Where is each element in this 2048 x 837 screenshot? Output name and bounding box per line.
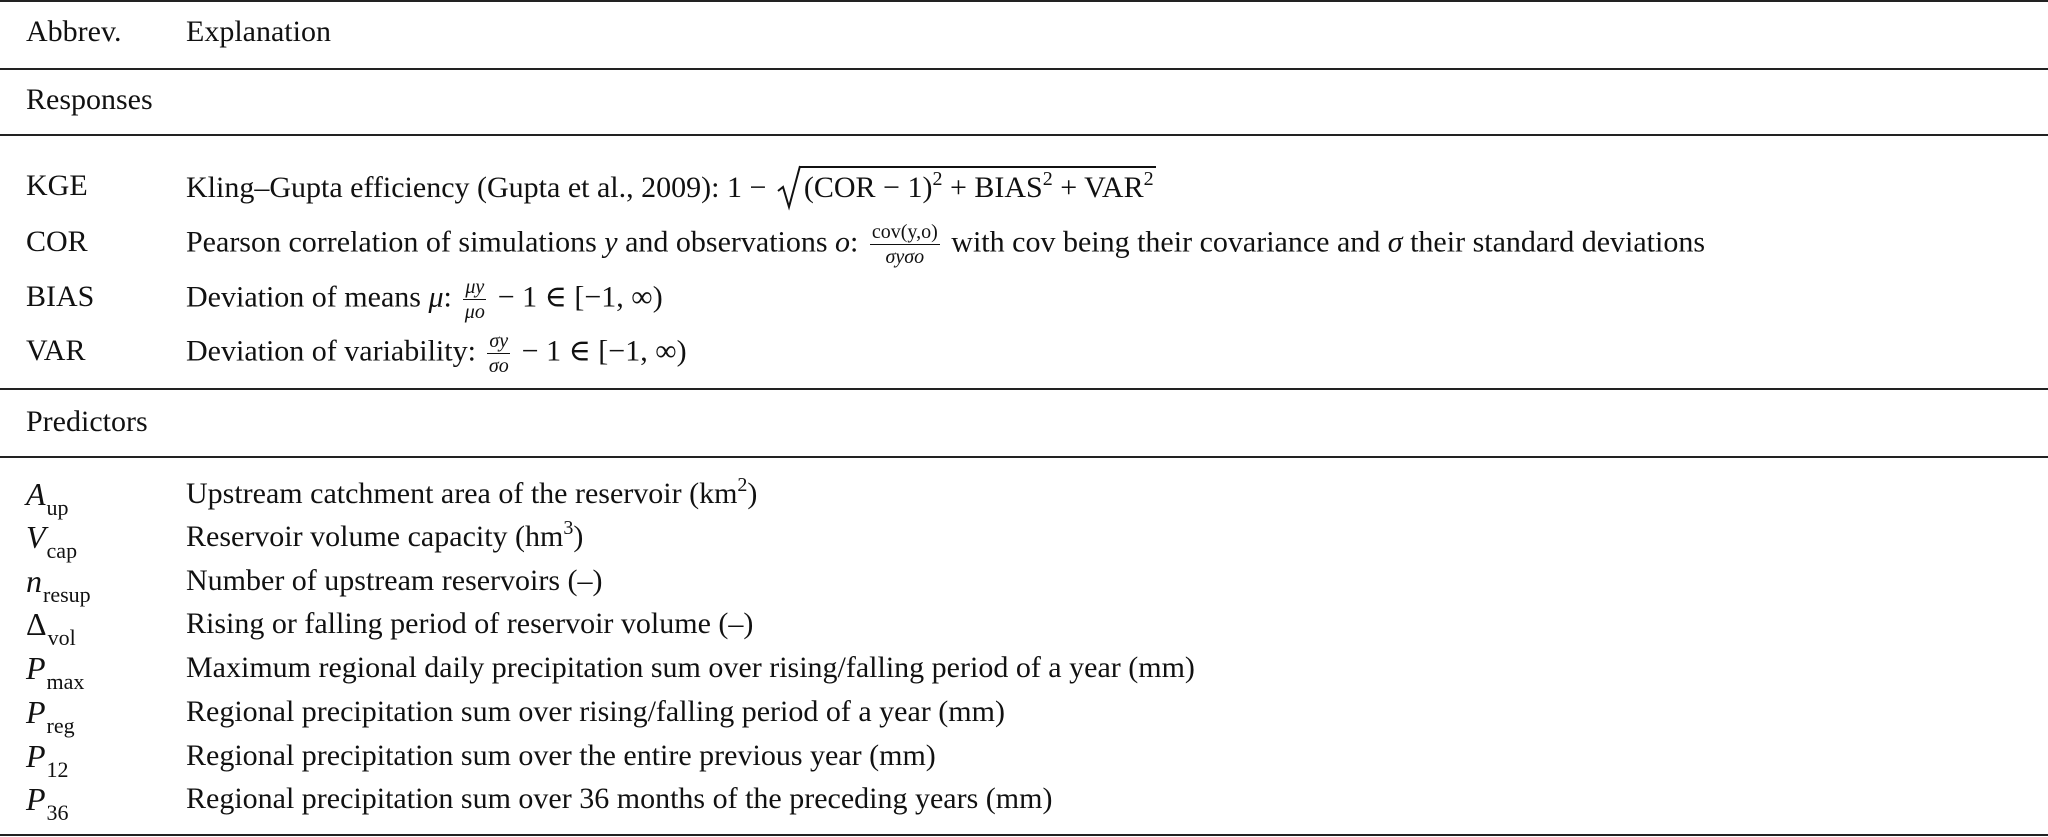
abbrev-kge: KGE: [26, 169, 88, 202]
table-row-bias: [0, 276, 2048, 323]
table-row-predictor: [0, 561, 2048, 607]
section-responses-label: Responses: [26, 83, 153, 116]
predictor-description: Regional precipitation sum over rising/falling period of a year (mm): [186, 695, 1005, 728]
header-abbrev: Abbrev.: [26, 15, 122, 48]
predictor-symbol: $P_{max}$: [26, 650, 85, 694]
responses-section-rule: [0, 134, 2048, 136]
predictor-symbol: $n_{resup}$: [26, 563, 91, 607]
predictor-description: Reservoir volume capacity $(hm^3)$: [186, 517, 584, 553]
explanation-bias: Deviation of means μ: $\frac{\mu y}{\mu o}$ − 1 ∈ [−1, ∞): [186, 276, 663, 323]
predictor-description: Regional precipitation sum over the entire previous year (mm): [186, 739, 936, 772]
sqrt-expression: $(COR - 1)^2 + BIAS^2 + VAR^2$: [776, 166, 1156, 209]
table-row-predictor: [0, 648, 2048, 694]
predictor-symbol: $\Delta_{vol}$: [26, 606, 76, 650]
radical-sign-icon: [776, 165, 802, 211]
table-top-rule: [0, 0, 2048, 2]
predictor-symbol: $P_{12}$: [26, 738, 69, 782]
section-predictors-label: Predictors: [26, 405, 148, 438]
predictor-description: Regional precipitation sum over 36 months of the preceding years (mm): [186, 782, 1053, 815]
fraction-means: $\frac{\mu y}{\mu o}$: [464, 276, 485, 323]
predictor-symbol: $V_{cap}$: [26, 519, 78, 563]
section-predictors: [0, 402, 2048, 442]
table-row-predictor: [0, 517, 2048, 563]
predictors-top-rule: [0, 388, 2048, 390]
abbrev-var: VAR: [26, 334, 86, 367]
predictor-symbol: $A_{up}$: [26, 476, 69, 520]
table-row-kge: [0, 166, 2048, 206]
explanation-cor: Pearson correlation of simulations y and observations o: $\frac{\text{cov(y,o)}}{\text{σyσo}}$ with cov being their covariance and σ their standard deviations: [186, 221, 1706, 268]
fraction-cov: $\frac{\text{cov(y,o)}}{\text{σyσo}}$: [871, 221, 938, 268]
explanation-var: Deviation of variability: $\frac{\sigma y}{\sigma o}$ − 1 ∈ [−1, ∞): [186, 330, 687, 377]
table-row-predictor: [0, 604, 2048, 650]
table-bottom-rule: [0, 834, 2048, 836]
abbrev-cor: COR: [26, 225, 88, 258]
table-row-cor: [0, 221, 2048, 268]
table-row-predictor: [0, 736, 2048, 782]
table-header: [0, 12, 2048, 52]
fraction-variability: $\frac{\sigma y}{\sigma o}$: [488, 330, 509, 377]
predictor-description: Rising or falling period of reservoir volume (–): [186, 607, 754, 640]
predictor-symbol: $P_{reg}$: [26, 694, 75, 738]
table-row-predictor: [0, 692, 2048, 738]
table-row-predictor: [0, 779, 2048, 825]
table-row-predictor: [0, 474, 2048, 520]
header-explanation: Explanation: [186, 15, 331, 48]
abbrev-bias: BIAS: [26, 280, 95, 313]
predictor-description: Number of upstream reservoirs (–): [186, 564, 603, 597]
section-responses: [0, 80, 2048, 120]
table-row-var: [0, 330, 2048, 377]
predictor-description: Upstream catchment area of the reservoir $(km^2)$: [186, 474, 758, 510]
predictor-symbol: $P_{36}$: [26, 781, 69, 825]
predictors-section-rule: [0, 456, 2048, 458]
explanation-kge: Kling–Gupta efficiency (Gupta et al., 2009): 1 − $(COR - 1)^2 + BIAS^2 + VAR^2$: [186, 166, 1156, 209]
predictor-description: Maximum regional daily precipitation sum over rising/falling period of a year (mm): [186, 651, 1195, 684]
header-rule: [0, 68, 2048, 70]
